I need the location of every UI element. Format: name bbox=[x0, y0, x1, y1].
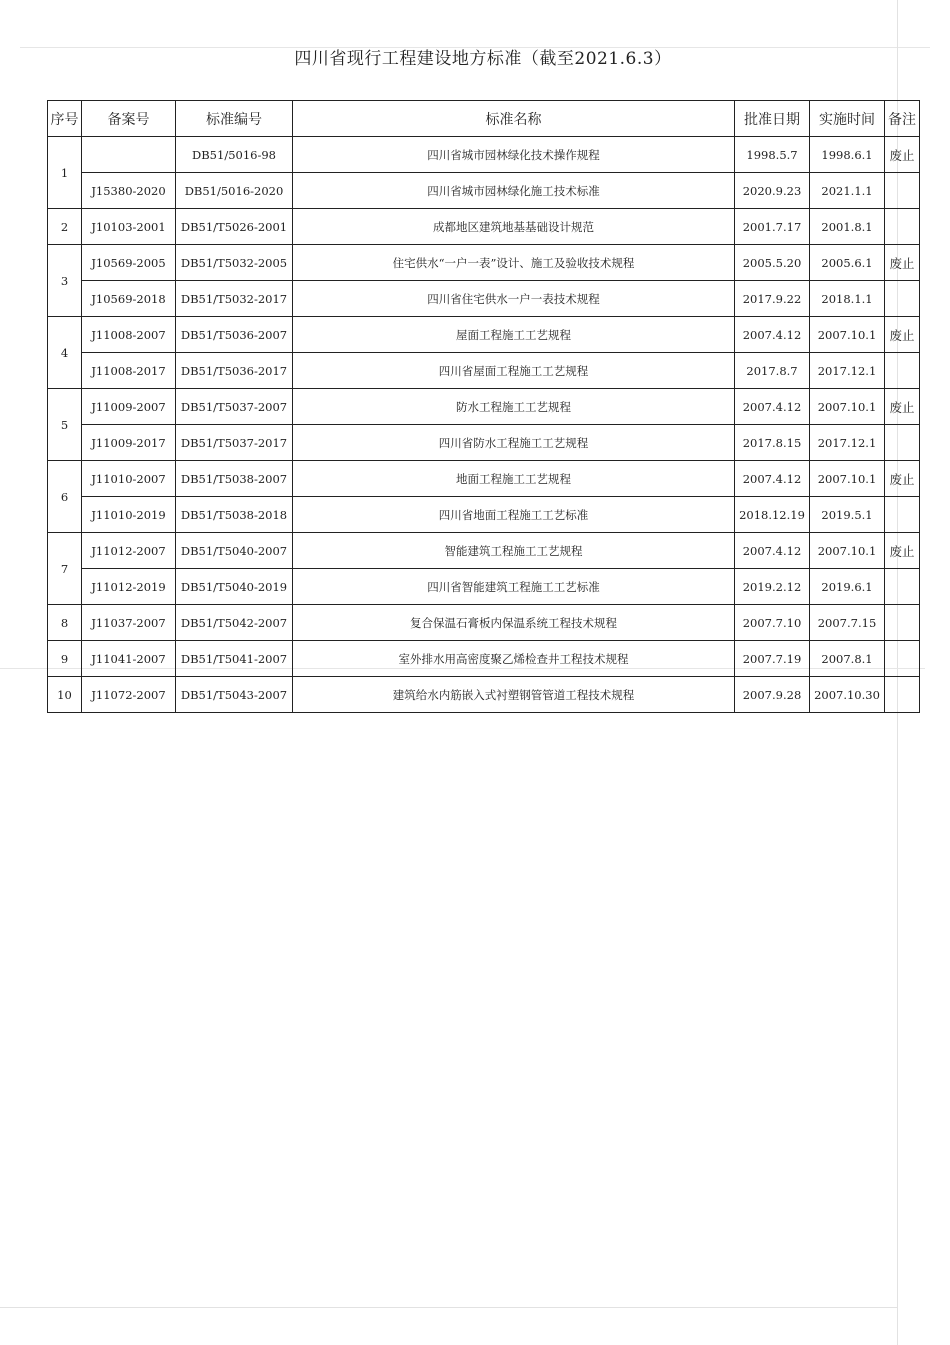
table-row bbox=[48, 353, 920, 389]
seq-cell: 4 bbox=[48, 317, 82, 389]
approved-cell: 2007.7.19 bbox=[735, 641, 810, 677]
record-no-cell: J10569-2005 bbox=[82, 245, 176, 281]
record-no-cell: J11072-2007 bbox=[82, 677, 176, 713]
std-no-cell: DB51/T5037-2007 bbox=[176, 389, 293, 425]
approved-cell: 2005.5.20 bbox=[735, 245, 810, 281]
approved-cell: 2017.8.7 bbox=[735, 353, 810, 389]
table-row bbox=[48, 641, 920, 677]
approved-cell: 1998.5.7 bbox=[735, 137, 810, 173]
approved-cell: 2017.9.22 bbox=[735, 281, 810, 317]
std-name-cell: 住宅供水“一户一表”设计、施工及验收技术规程 bbox=[293, 245, 735, 281]
note-cell bbox=[885, 605, 920, 641]
std-name-cell: 建筑给水内筋嵌入式衬塑钢管管道工程技术规程 bbox=[293, 677, 735, 713]
effective-cell: 2017.12.1 bbox=[810, 425, 885, 461]
note-cell: 废止 bbox=[885, 461, 920, 497]
std-name-cell: 复合保温石膏板内保温系统工程技术规程 bbox=[293, 605, 735, 641]
record-no-cell: J11008-2017 bbox=[82, 353, 176, 389]
table-body bbox=[48, 137, 920, 713]
effective-cell: 2007.7.15 bbox=[810, 605, 885, 641]
approved-cell: 2007.4.12 bbox=[735, 317, 810, 353]
record-no-cell: J15380-2020 bbox=[82, 173, 176, 209]
note-cell bbox=[885, 497, 920, 533]
std-no-cell: DB51/T5036-2017 bbox=[176, 353, 293, 389]
standards-table bbox=[47, 100, 920, 713]
record-no-cell: J11041-2007 bbox=[82, 641, 176, 677]
approved-cell: 2018.12.19 bbox=[735, 497, 810, 533]
seq-cell: 7 bbox=[48, 533, 82, 605]
effective-cell: 2017.12.1 bbox=[810, 353, 885, 389]
std-no-cell: DB51/T5037-2017 bbox=[176, 425, 293, 461]
record-no-cell: J10569-2018 bbox=[82, 281, 176, 317]
std-name-cell: 四川省屋面工程施工工艺规程 bbox=[293, 353, 735, 389]
std-name-cell: 地面工程施工工艺规程 bbox=[293, 461, 735, 497]
effective-cell: 2007.10.1 bbox=[810, 389, 885, 425]
std-name-cell: 四川省地面工程施工工艺标准 bbox=[293, 497, 735, 533]
note-cell bbox=[885, 425, 920, 461]
record-no-cell: J11009-2017 bbox=[82, 425, 176, 461]
record-no-cell: J11010-2007 bbox=[82, 461, 176, 497]
record-no-cell bbox=[82, 137, 176, 173]
table-row bbox=[48, 569, 920, 605]
effective-cell: 2001.8.1 bbox=[810, 209, 885, 245]
table-row bbox=[48, 425, 920, 461]
table-row bbox=[48, 317, 920, 353]
approved-cell: 2019.2.12 bbox=[735, 569, 810, 605]
std-no-cell: DB51/T5038-2018 bbox=[176, 497, 293, 533]
record-no-cell: J11012-2007 bbox=[82, 533, 176, 569]
note-cell bbox=[885, 353, 920, 389]
seq-cell: 2 bbox=[48, 209, 82, 245]
approved-cell: 2007.9.28 bbox=[735, 677, 810, 713]
header-record-no: 备案号 bbox=[82, 101, 176, 137]
note-cell: 废止 bbox=[885, 317, 920, 353]
effective-cell: 2019.6.1 bbox=[810, 569, 885, 605]
table-header bbox=[48, 101, 920, 137]
header-effective-date: 实施时间 bbox=[810, 101, 885, 137]
effective-cell: 2007.10.1 bbox=[810, 533, 885, 569]
note-cell bbox=[885, 677, 920, 713]
approved-cell: 2007.4.12 bbox=[735, 533, 810, 569]
table-row bbox=[48, 245, 920, 281]
table-row bbox=[48, 461, 920, 497]
std-no-cell: DB51/T5032-2017 bbox=[176, 281, 293, 317]
note-cell: 废止 bbox=[885, 245, 920, 281]
record-no-cell: J11009-2007 bbox=[82, 389, 176, 425]
std-no-cell: DB51/T5041-2007 bbox=[176, 641, 293, 677]
std-no-cell: DB51/T5036-2007 bbox=[176, 317, 293, 353]
table-row bbox=[48, 533, 920, 569]
effective-cell: 2007.10.1 bbox=[810, 461, 885, 497]
std-name-cell: 四川省防水工程施工工艺规程 bbox=[293, 425, 735, 461]
effective-cell: 2019.5.1 bbox=[810, 497, 885, 533]
header-approved-date: 批准日期 bbox=[735, 101, 810, 137]
std-no-cell: DB51/5016-98 bbox=[176, 137, 293, 173]
seq-cell: 1 bbox=[48, 137, 82, 209]
seq-cell: 6 bbox=[48, 461, 82, 533]
approved-cell: 2007.7.10 bbox=[735, 605, 810, 641]
approved-cell: 2007.4.12 bbox=[735, 461, 810, 497]
std-name-cell: 四川省智能建筑工程施工工艺标准 bbox=[293, 569, 735, 605]
seq-cell: 10 bbox=[48, 677, 82, 713]
seq-cell: 5 bbox=[48, 389, 82, 461]
std-name-cell: 屋面工程施工工艺规程 bbox=[293, 317, 735, 353]
std-name-cell: 四川省城市园林绿化技术操作规程 bbox=[293, 137, 735, 173]
table-row bbox=[48, 137, 920, 173]
effective-cell: 2005.6.1 bbox=[810, 245, 885, 281]
effective-cell: 2021.1.1 bbox=[810, 173, 885, 209]
effective-cell: 2018.1.1 bbox=[810, 281, 885, 317]
seq-cell: 3 bbox=[48, 245, 82, 317]
note-cell bbox=[885, 281, 920, 317]
header-std-no: 标准编号 bbox=[176, 101, 293, 137]
header-row bbox=[48, 101, 920, 137]
std-no-cell: DB51/5016-2020 bbox=[176, 173, 293, 209]
note-cell bbox=[885, 173, 920, 209]
table-row bbox=[48, 389, 920, 425]
std-name-cell: 四川省住宅供水一户一表技术规程 bbox=[293, 281, 735, 317]
table-row bbox=[48, 281, 920, 317]
effective-cell: 2007.10.1 bbox=[810, 317, 885, 353]
std-no-cell: DB51/T5040-2007 bbox=[176, 533, 293, 569]
std-no-cell: DB51/T5038-2007 bbox=[176, 461, 293, 497]
page-edge-bottom bbox=[0, 1307, 898, 1308]
std-name-cell: 智能建筑工程施工工艺规程 bbox=[293, 533, 735, 569]
effective-cell: 2007.10.30 bbox=[810, 677, 885, 713]
note-cell bbox=[885, 209, 920, 245]
std-no-cell: DB51/T5026-2001 bbox=[176, 209, 293, 245]
seq-cell: 8 bbox=[48, 605, 82, 641]
approved-cell: 2007.4.12 bbox=[735, 389, 810, 425]
std-no-cell: DB51/T5042-2007 bbox=[176, 605, 293, 641]
note-cell: 废止 bbox=[885, 389, 920, 425]
effective-cell: 1998.6.1 bbox=[810, 137, 885, 173]
note-cell: 废止 bbox=[885, 533, 920, 569]
header-std-name: 标准名称 bbox=[293, 101, 735, 137]
effective-cell: 2007.8.1 bbox=[810, 641, 885, 677]
note-cell: 废止 bbox=[885, 137, 920, 173]
record-no-cell: J11010-2019 bbox=[82, 497, 176, 533]
record-no-cell: J10103-2001 bbox=[82, 209, 176, 245]
seq-cell: 9 bbox=[48, 641, 82, 677]
table-row bbox=[48, 209, 920, 245]
std-no-cell: DB51/T5040-2019 bbox=[176, 569, 293, 605]
record-no-cell: J11037-2007 bbox=[82, 605, 176, 641]
table-row bbox=[48, 497, 920, 533]
std-no-cell: DB51/T5043-2007 bbox=[176, 677, 293, 713]
note-cell bbox=[885, 641, 920, 677]
record-no-cell: J11008-2007 bbox=[82, 317, 176, 353]
document-title: 四川省现行工程建设地方标准（截至2021.6.3） bbox=[294, 49, 672, 69]
header-seq: 序号 bbox=[48, 101, 82, 137]
table-row bbox=[48, 605, 920, 641]
header-note: 备注 bbox=[885, 101, 920, 137]
std-no-cell: DB51/T5032-2005 bbox=[176, 245, 293, 281]
table-row bbox=[48, 677, 920, 713]
approved-cell: 2001.7.17 bbox=[735, 209, 810, 245]
std-name-cell: 四川省城市园林绿化施工技术标准 bbox=[293, 173, 735, 209]
approved-cell: 2017.8.15 bbox=[735, 425, 810, 461]
std-name-cell: 成都地区建筑地基基础设计规范 bbox=[293, 209, 735, 245]
note-cell bbox=[885, 569, 920, 605]
table-row bbox=[48, 173, 920, 209]
record-no-cell: J11012-2019 bbox=[82, 569, 176, 605]
approved-cell: 2020.9.23 bbox=[735, 173, 810, 209]
std-name-cell: 防水工程施工工艺规程 bbox=[293, 389, 735, 425]
std-name-cell: 室外排水用高密度聚乙烯检查井工程技术规程 bbox=[293, 641, 735, 677]
